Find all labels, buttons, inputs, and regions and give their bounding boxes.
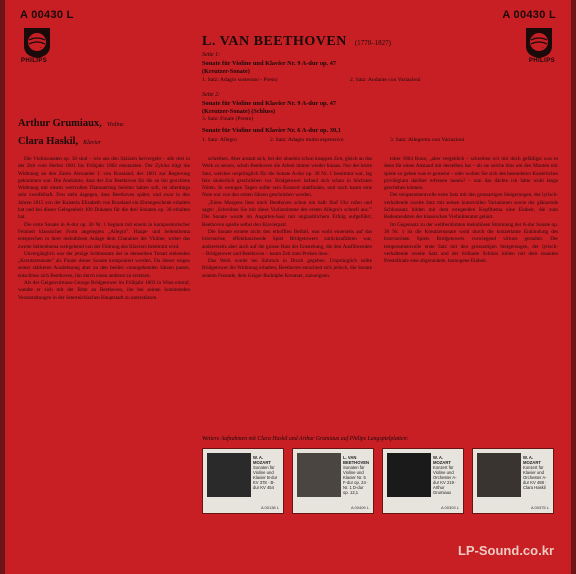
album-thumbnail-2[interactable] [292, 448, 374, 514]
artist-1 [18, 118, 124, 129]
site-watermark: LP-Sound.co.kr [457, 543, 554, 558]
side-2-subtitle: (Kreutzer-Sonate) (Schluss) [202, 108, 276, 115]
side-1-label: Seite 1: [202, 52, 221, 58]
side-1-subtitle: (Kreutzer-Sonate) [202, 68, 250, 75]
svg-text:*: * [542, 46, 544, 50]
col2-paragraph: Das Werk wurde bei Simrock in Druck gegeben. Ursprünglich sollte Bridgetower die Widmung erhalten; Beethoven entschied sich jedoch, die Sonate seinem Freunde, dem Geiger Rodolphe Kreutzer, zuzueignen. [202, 258, 372, 279]
catalog-number-left: A 00430 L [20, 9, 74, 21]
catalog-number-right: A 00430 L [502, 9, 556, 21]
album-thumbnail-3[interactable] [382, 448, 464, 514]
album-number: A 00409 L [350, 505, 369, 510]
philips-logo-right [524, 26, 554, 59]
liner-notes-column-1 [18, 156, 190, 556]
artist-2 [18, 136, 101, 147]
col1-paragraph: Die Violinsonaten op. 30 sind – wie aus den Skizzen hervorgeht – alle drei in der Zeit vom Herbst 1801 bis Frühjahr 1802 entstanden. Der Zyklus trägt die Widmung an den Zaren Alexander I. von Russland, der 1801 zur Regierung gekommen war. Die Anekdote, dass der Zar Beethoven für die an ihn gerichtete Widmung mit einem wertvollen Diamantring belohnt haben soll, ist allerdings sehr zweifelhaft. Fest steht dagegen, dass Beethoven später, und zwar in den Jahren 1815 von der Kaiserin Elisabeth von Russland ein Ehrengeschenk erhalten hat und bei dieser Gelegenheit 100 Dukaten für die drei Sonaten op. 30 erhalten hat. [18, 156, 190, 221]
liner-notes-column-2 [202, 156, 372, 432]
album-thumbnail-4[interactable] [472, 448, 554, 514]
svg-text:*: * [31, 35, 33, 39]
col2-paragraph: Die Sonate erntete nicht den erhofften Beifall, was wohl einerseits auf das bravouröse, effekthaschende Spiel Bridgetowers zurückzuführen war, andererseits aber auch auf die grosse Hast der Entstehung, die den Ausführenden – Bridgetower und Beethoven – kaum Zeit zum Proben liess. [202, 228, 372, 257]
side-2-work-2: Sonate für Violine und Klavier Nr. 6 A-dur op. 30,1 [202, 127, 341, 134]
composer-years: (1770–1827) [354, 39, 391, 47]
album-number: A 00375 L [530, 505, 549, 510]
col2-paragraph: „Eines Morgens liess mich Beethoven schon um halb fünf Uhr rufen und sagte: ‚Schreiben Sie mir diese Violinstimme des ersten Allegro's schnell aus.'" Die Sonate wurde im Augarten-Saal mit unglaublichem Erfolg aufgeführt; Beethoven spielte selbst den Klavierpart. [202, 199, 372, 228]
col1-paragraph: Unvergänglich war der jetzige Schlusssatz der in demselben Tonart stehenden „Kreutzersonate" als Finale dieser Sonate komponiert worden. Da dieser wegen seiner stärkeren Ausdehnung aber zu den beiden vorangehenden Sätzen passte, entschloss sich Beethoven, ihn durch einen anderen zu ersetzen. [18, 250, 190, 279]
further-recordings-heading: Weitere Aufnahmen mit Clara Haskil und Arthur Grumiaux auf Philips Langspielplatten: [202, 436, 409, 442]
side-1-movement-1: 1. Satz: Adagio sostenuto - Presto [202, 77, 278, 83]
album-caption: W. A. MOZART Sonaten für Violine und Klavier B-dur KV 378 · B-dur KV 454 [253, 455, 278, 490]
philips-wordmark-left: PHILIPS [21, 58, 48, 64]
side-1-work: Sonate für Violine und Klavier Nr. 9 A-dur op. 47 [202, 60, 337, 67]
col1-paragraph: Als der Geigenvirtuose George Bridgetower im Frühjahr 1803 in Wien eintraf, wandte er sich mit der Bitte an Beethoven, ihn bei seinen kommenden Veranstaltungen in der österreichischen Hauptstadt zu unterstützen. [18, 280, 190, 301]
col3-paragraph: tober 1804 Bonn, „aber vergeblich – schreiben wir mir doch gefälligst was es denn für einen Anstand mit derselben hat – ob sie solche blos um den Monten mir spiele zu geben was er gemeint – oder wollen Sie sich des besonderen Kaiserliches privilegium darüber erfreuen lassen? – nun das dächte ich hätte wohl lange geschehen können. [384, 156, 558, 192]
album-number: A 00138 L [260, 505, 279, 510]
album-caption: W. A. MOZART Konzert für Violine und Orchester A-dur KV 219 · Arthur Grumiaux [433, 455, 457, 495]
artist-1-name: Arthur Grumiaux, [18, 118, 102, 129]
album-number: A 00303 L [440, 505, 459, 510]
side-2-label: Seite 2: [202, 92, 221, 98]
svg-text:*: * [40, 46, 42, 50]
composer-header [202, 32, 391, 50]
side-2-movement-1: 3. Satz: Finale (Presto) [202, 116, 254, 122]
right-edge [571, 0, 576, 574]
side-1-movement-2: 2. Satz: Andante con Variazioni [350, 77, 421, 83]
philips-logo-left [22, 26, 52, 59]
svg-text:*: * [533, 35, 535, 39]
album-art [207, 453, 251, 497]
col3-paragraph: Im Gegensatz zu der weltberühmten melodiösen Stimmung der A-dur Sonate op. 30 Nr. 1 ist die Kreutzersonate wohl durch die konzertante Einbindung des bravourösen Spiels Bridgetowers vorwiegend virtuos gestaltet. Der temperamentvolle erste Satz mit den grossartigen Steigerungen, der lyrisch-verhaltende zweite Satz und der brillante Schluss bilden mit dem rasanten Prestofinale eine abgerundete, homogene Einheit. [384, 221, 558, 265]
album-art [477, 453, 521, 497]
album-art [387, 453, 431, 497]
album-caption: W. A. MOZART Konzert für Klavier und Orchester A-dur KV 488 · Clara Haskil [523, 455, 547, 490]
col2-paragraph: schreiben. Aber anstatt sich, bei der ohnehin schon knappen Zeit, gleich an das Werk zu setzen, schob Beethoven die Arbeit immer wieder hinaus. Nur der letzte Satz, welcher ursprünglich für die Sonate A-dur op. 30 Nr. 1 bestimmt war, lag fein säuberlich geschrieben vor. Bridgetower befand sich schon in höchsten Nöten. In wenigen Tagen sollte sein Konzert stattfinden, und noch kaum eine Note war von den ersten Sätzen geschrieben worden. [202, 156, 372, 199]
album-thumbnail-1[interactable] [202, 448, 284, 514]
col3-paragraph: Der temperamentvolle erste Satz mit den grossartigen Steigerungen, der lyrisch-verhaltende zweite Satz mit seinen kunstvollen Variationen sowie der glänzende Schlusssatz bilden mit dem erregenden Kopfthema eine Einheit, die zum Bedeutendsten der klassischen Violinliteratur gehört. [384, 192, 558, 221]
album-caption: L. VAN BEETHOVEN Sonaten für Violine und Klavier Nr. 5 F-dur op. 24 · Nr. 1 D-dur op. 12,1 [343, 455, 370, 495]
side-2-work: Sonate für Violine und Klavier Nr. 9 A-dur op. 47 [202, 100, 337, 107]
left-edge [0, 0, 5, 574]
col1-paragraph: Die erste Sonate in A-dur op. 30 Nr. 1 beginnt mit einem in kompositorischer Feinheit klassischer Form angelegten „Allegro". Haupt- und Seitenthema entsprechen in ihrer melodiösen Anlage dem Charakter der Violine, wobei das zweite Seitenthema weitgehend von der Führung des Klaviers bestimmt wird. [18, 221, 190, 250]
artist-2-instrument: Klavier [83, 140, 102, 146]
album-art [297, 453, 341, 497]
artist-2-name: Clara Haskil, [18, 136, 79, 147]
liner-notes-column-3 [384, 156, 558, 432]
composer-name: L. VAN BEETHOVEN [202, 34, 347, 49]
side-2-work-2-movement-2: 2. Satz: Adagio molto espressivo [270, 137, 344, 143]
side-2-work-2-movement-3: 3. Satz: Allegretto con Variazioni [390, 137, 465, 143]
side-2-work-2-movement-1: 1. Satz: Allegro [202, 137, 237, 143]
philips-wordmark-right: PHILIPS [528, 58, 555, 64]
artist-1-instrument: Violine [106, 122, 124, 128]
